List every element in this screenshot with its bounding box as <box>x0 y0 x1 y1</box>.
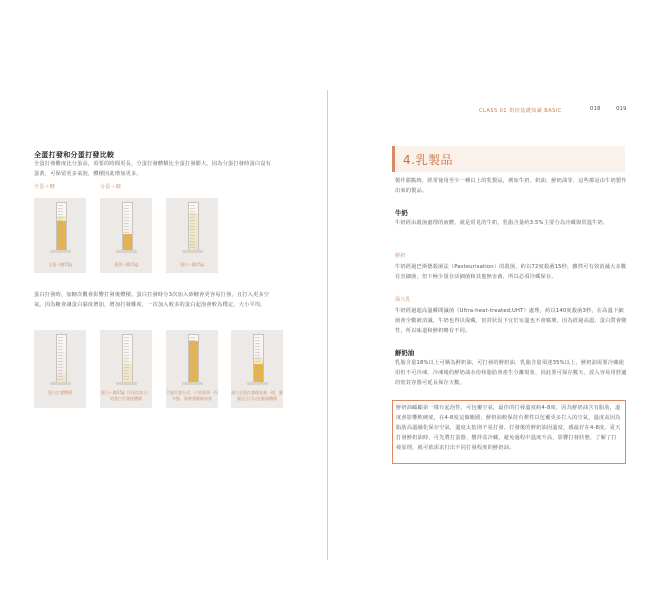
measuring-cylinder <box>188 202 199 252</box>
fresh-milk-label: 鮮奶 <box>395 253 406 259</box>
photo-yolk-cylinder <box>100 198 152 273</box>
photo-cylinder-2c <box>166 330 218 408</box>
photo-cylinder-2d <box>231 330 283 408</box>
measuring-cylinder <box>188 334 199 384</box>
photo-cylinder-2b <box>100 330 152 408</box>
left-paragraph-2: 蛋白打發時，加糖次數會影響打發後體積。蛋白打發時分3次加入砂糖會更容易打發，且打入更多空氣。因為糖會讓蛋白黏度增加，增加打發難度，一次加入較多的蛋白起泡會較為穩定，大小平均。 <box>34 292 270 308</box>
right-page <box>328 0 655 609</box>
cream-paragraph: 乳脂含量18%以上可稱為鮮奶油，可打發的鮮奶油，乳脂含量須達35%以上，鮮奶油需要冷藏使用但不可冷凍，冷凍後的鮮奶油水份和脂肪會產生分離現象，因此要可保存數天，放入容易用舒適的密封容器可延長保存天數。 <box>395 360 627 386</box>
label-separated-egg: 分蛋＋糖 <box>100 184 122 190</box>
intro-paragraph: 製作甜點時，經常使用至少一種以上的乳製品，例如牛奶、奶油、鮮奶油等，這些都是由牛奶製作出來的製品。 <box>395 178 627 194</box>
photo-caption: 蛋白打發體積 <box>48 390 72 395</box>
measuring-cylinder <box>253 334 264 384</box>
milk-paragraph: 牛奶經由殺菌處理的液體，就是常見的牛奶，乳脂含量約3.5%主要分為冷藏與常溫牛奶。 <box>395 220 609 226</box>
cream-heading: 鮮奶油 <box>395 349 415 357</box>
uht-milk-paragraph: 牛奶經過超高溫瞬間滅菌（Ultra-heat-treated,UHT）處理，約以140度殺菌3秒，在高溫下細菌會全數被消滅，牛奶也得以保藏，密封狀況下宜於室溫也不會腐壞。因為經過高溫，蛋白質會變性，所以味道和鮮奶略有不同。 <box>395 308 627 334</box>
measuring-cylinder <box>122 334 133 384</box>
section-title: 4.乳製品 <box>403 153 453 167</box>
photo-white-cylinder <box>166 198 218 273</box>
measuring-cylinder <box>56 202 67 252</box>
photo-caption: 全蛋＋糖15g <box>48 262 72 267</box>
note-paragraph: 鮮奶油顧顧第一樣有起泡性，可包覆空氣，最佳的打發溫度約4-8度，因為鮮奶油含有脂肪，溫度會影響軟硬度，在4-8度這個範圍，鮮奶油較保持有彈性以包覆更多打入的空氣，溫度高因為脂肪高溫融化保存空氣，溫度太低則不易打發。打發後的鮮奶油因溫度，感最好在4-8度。夏天打發鮮奶油時，可先將打蛋器、攪拌盆冷藏，避免過程中溫度升高，影響打發狀態，了解了打發原理，就可依需求打出不同打發程度的鮮奶油。 <box>396 405 621 451</box>
photo-caption: 蛋白＋糖15g（1份次加入）的蛋白打發後體積 <box>100 390 152 401</box>
page-number-right: 019 <box>616 106 627 112</box>
page-number-left: 018 <box>590 106 601 112</box>
section-title-box <box>392 146 625 172</box>
photo-cylinder-2a <box>34 330 86 408</box>
measuring-cylinder <box>56 334 67 384</box>
photo-caption: 蛋黃＋糖15g <box>114 262 138 267</box>
label-whole-egg: 全蛋＋糖 <box>34 184 56 190</box>
left-page-title: 全蛋打發和分蛋打發比較 <box>34 151 115 159</box>
left-paragraph-1: 全蛋打發難度比分蛋高，須要的時間更長，分蛋打發體積比全蛋打發膨大，因為分蛋打發時蛋白沒有蛋黃，可保留更多氣泡，體積因此增加更多。 <box>34 161 272 177</box>
milk-heading: 牛奶 <box>395 209 408 217</box>
photo-caption: 蛋白＋糖15g <box>180 262 204 267</box>
measuring-cylinder <box>122 202 133 252</box>
photo-whole-egg-cylinder <box>34 198 86 273</box>
running-header: CLASS 01 烘焙基礎知識 BASIC <box>479 108 562 114</box>
uht-milk-label: 保久乳 <box>395 297 411 303</box>
photo-caption: 蛋白全蛋打發後容量一樣，膨脹完全可以在膨脹體積 <box>231 390 283 401</box>
fresh-milk-paragraph: 牛奶經過巴斯德殺菌法（Pasteurisation）的殺菌，約以72度殺菌15秒，雖然可有效消滅大多數有害細菌，但下極少量存活細菌和其他無害菌，所以必須冷藏保存。 <box>395 264 627 280</box>
photo-caption: 不論打發方式，只要蛋黃一份多態，都會發膨脹效果 <box>166 390 218 401</box>
